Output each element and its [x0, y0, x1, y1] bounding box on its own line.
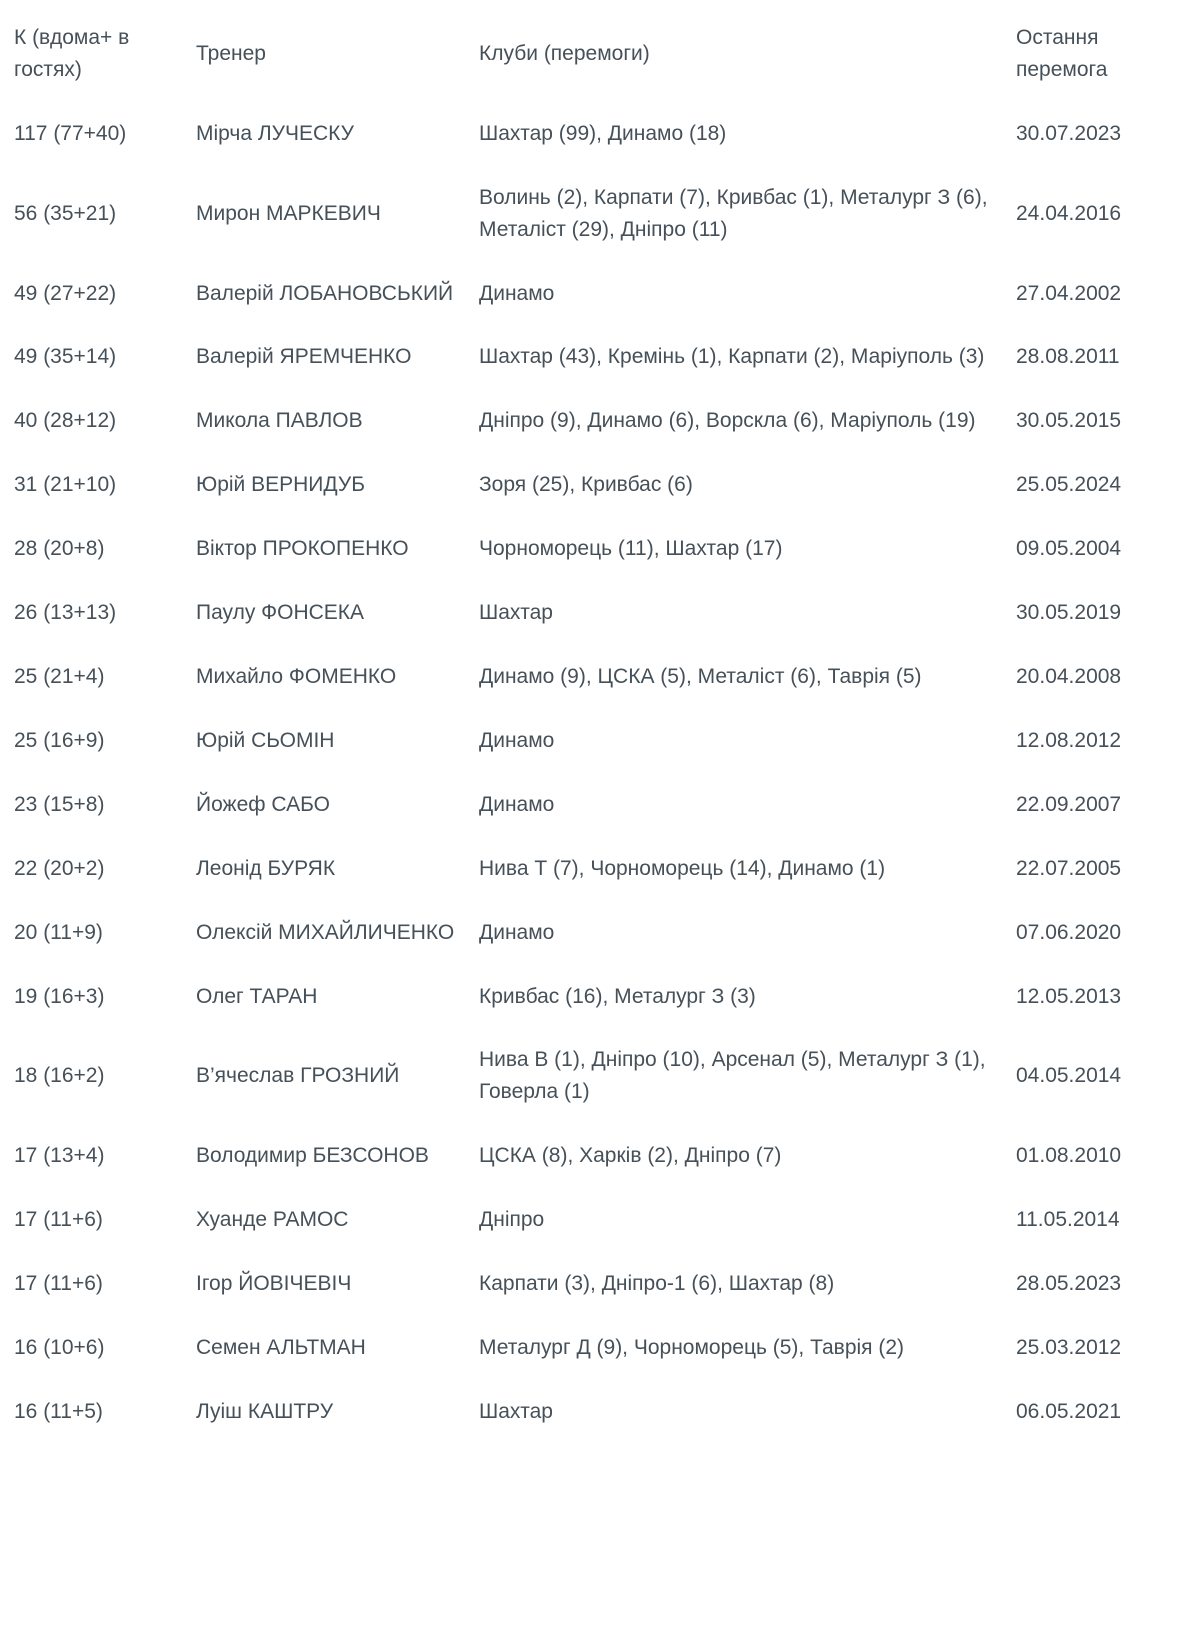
cell-count: 23 (15+8)	[14, 792, 105, 816]
table-row	[14, 102, 1186, 166]
table-row	[14, 773, 1186, 837]
cell-count: 49 (35+14)	[14, 345, 117, 369]
table-row	[14, 453, 1186, 517]
cell-clubs: Нива В (1), Дніпро (10), Арсенал (5), Металург З (1), Говерла (1)	[479, 1048, 986, 1104]
cell-coach: Паулу ФОНСЕКА	[196, 601, 365, 625]
table-row	[14, 517, 1186, 581]
cell-last-win: 11.05.2014	[1016, 1208, 1120, 1232]
cell-clubs: Дніпро (9), Динамо (6), Ворскла (6), Маріуполь (19)	[479, 409, 976, 433]
table-row	[14, 262, 1186, 326]
cell-last-win: 30.05.2015	[1016, 409, 1122, 433]
cell-count: 40 (28+12)	[14, 409, 117, 433]
cell-coach: Віктор ПРОКОПЕНКО	[196, 537, 409, 561]
cell-clubs: Шахтар (99), Динамо (18)	[479, 121, 727, 145]
table-row	[14, 1252, 1186, 1316]
header-cell-coach: Тренер	[196, 41, 266, 65]
cell-clubs: Динамо	[479, 728, 555, 752]
cell-count: 31 (21+10)	[14, 473, 117, 497]
cell-clubs: Шахтар	[479, 1399, 553, 1423]
table-row	[14, 325, 1186, 389]
cell-coach: Йожеф САБО	[196, 792, 330, 816]
cell-count: 17 (11+6)	[14, 1272, 103, 1296]
cell-count: 26 (13+13)	[14, 601, 117, 625]
table-row	[14, 1380, 1186, 1444]
cell-clubs: Динамо (9), ЦСКА (5), Металіст (6), Таврія (5)	[479, 664, 922, 688]
cell-coach: Леонід БУРЯК	[196, 856, 336, 880]
cell-last-win: 24.04.2016	[1016, 201, 1122, 225]
cell-count: 49 (27+22)	[14, 281, 117, 305]
cell-clubs: Кривбас (16), Металург З (3)	[479, 984, 756, 1008]
cell-clubs: Зоря (25), Кривбас (6)	[479, 473, 693, 497]
cell-clubs: ЦСКА (8), Харків (2), Дніпро (7)	[479, 1144, 782, 1168]
cell-clubs: Шахтар (43), Кремінь (1), Карпати (2), Маріуполь (3)	[479, 345, 985, 369]
table-row	[14, 581, 1186, 645]
table-row	[14, 965, 1186, 1029]
cell-last-win: 22.09.2007	[1016, 792, 1122, 816]
cell-count: 16 (11+5)	[14, 1399, 103, 1423]
cell-coach: Валерій ЯРЕМЧЕНКО	[196, 345, 412, 369]
cell-clubs: Металург Д (9), Чорноморець (5), Таврія (2)	[479, 1335, 905, 1359]
cell-count: 25 (21+4)	[14, 664, 105, 688]
header-cell-clubs: Клуби (перемоги)	[479, 41, 650, 65]
cell-coach: Хуанде РАМОС	[196, 1208, 349, 1232]
header-cell-count: К (вдома+ в гостях)	[14, 26, 130, 81]
cell-last-win: 28.05.2023	[1016, 1272, 1122, 1296]
cell-clubs: Карпати (3), Дніпро-1 (6), Шахтар (8)	[479, 1272, 835, 1296]
table-row	[14, 1188, 1186, 1252]
coaches-table	[14, 6, 1186, 1444]
cell-last-win: 12.08.2012	[1016, 728, 1122, 752]
cell-count: 20 (11+9)	[14, 920, 103, 944]
cell-clubs: Динамо	[479, 920, 555, 944]
cell-coach: Валерій ЛОБАНОВСЬКИЙ	[196, 281, 454, 305]
cell-last-win: 12.05.2013	[1016, 984, 1122, 1008]
header-cell-last-win: Остання перемога	[1016, 26, 1108, 81]
cell-coach: Юрій СЬОМІН	[196, 728, 335, 752]
cell-coach: Володимир БЕЗСОНОВ	[196, 1144, 429, 1168]
table-row	[14, 166, 1186, 262]
cell-coach: Олег ТАРАН	[196, 984, 318, 1008]
table-row	[14, 645, 1186, 709]
table-row	[14, 837, 1186, 901]
cell-count: 25 (16+9)	[14, 728, 105, 752]
cell-coach: Микола ПАВЛОВ	[196, 409, 363, 433]
cell-last-win: 04.05.2014	[1016, 1064, 1122, 1088]
cell-count: 18 (16+2)	[14, 1064, 105, 1088]
cell-last-win: 07.06.2020	[1016, 920, 1122, 944]
cell-coach: Юрій ВЕРНИДУБ	[196, 473, 365, 497]
cell-count: 22 (20+2)	[14, 856, 105, 880]
cell-last-win: 20.04.2008	[1016, 664, 1122, 688]
table-row	[14, 389, 1186, 453]
cell-coach: Семен АЛЬТМАН	[196, 1335, 366, 1359]
table-row	[14, 1316, 1186, 1380]
table-row	[14, 901, 1186, 965]
cell-clubs: Дніпро	[479, 1208, 545, 1232]
cell-coach: Луіш КАШТРУ	[196, 1399, 334, 1423]
cell-last-win: 22.07.2005	[1016, 856, 1122, 880]
cell-last-win: 06.05.2021	[1016, 1399, 1122, 1423]
table-row	[14, 709, 1186, 773]
cell-count: 56 (35+21)	[14, 201, 117, 225]
cell-coach: В’ячеслав ГРОЗНИЙ	[196, 1064, 400, 1088]
table-body	[14, 102, 1186, 1444]
cell-coach: Мірча ЛУЧЕСКУ	[196, 121, 354, 145]
cell-last-win: 27.04.2002	[1016, 281, 1122, 305]
cell-last-win: 30.05.2019	[1016, 601, 1122, 625]
cell-clubs: Динамо	[479, 792, 555, 816]
cell-count: 17 (13+4)	[14, 1144, 105, 1168]
cell-last-win: 01.08.2010	[1016, 1144, 1122, 1168]
cell-coach: Михайло ФОМЕНКО	[196, 664, 397, 688]
cell-coach: Ігор ЙОВІЧЕВІЧ	[196, 1272, 352, 1296]
cell-coach: Олексій МИХАЙЛИЧЕНКО	[196, 920, 455, 944]
cell-clubs: Чорноморець (11), Шахтар (17)	[479, 537, 783, 561]
table-header-row	[14, 6, 1186, 102]
cell-count: 28 (20+8)	[14, 537, 105, 561]
cell-clubs: Динамо	[479, 281, 555, 305]
table-row	[14, 1028, 1186, 1124]
cell-coach: Мирон МАРКЕВИЧ	[196, 201, 381, 225]
cell-count: 117 (77+40)	[14, 121, 127, 145]
cell-last-win: 30.07.2023	[1016, 121, 1122, 145]
cell-count: 19 (16+3)	[14, 984, 105, 1008]
cell-last-win: 25.03.2012	[1016, 1335, 1122, 1359]
cell-clubs: Шахтар	[479, 601, 553, 625]
cell-count: 17 (11+6)	[14, 1208, 103, 1232]
cell-last-win: 25.05.2024	[1016, 473, 1122, 497]
cell-clubs: Волинь (2), Карпати (7), Кривбас (1), Металург З (6), Металіст (29), Дніпро (11)	[479, 185, 988, 241]
table-row	[14, 1124, 1186, 1188]
cell-clubs: Нива Т (7), Чорноморець (14), Динамо (1)	[479, 856, 886, 880]
cell-last-win: 09.05.2004	[1016, 537, 1122, 561]
cell-last-win: 28.08.2011	[1016, 345, 1120, 369]
cell-count: 16 (10+6)	[14, 1335, 105, 1359]
